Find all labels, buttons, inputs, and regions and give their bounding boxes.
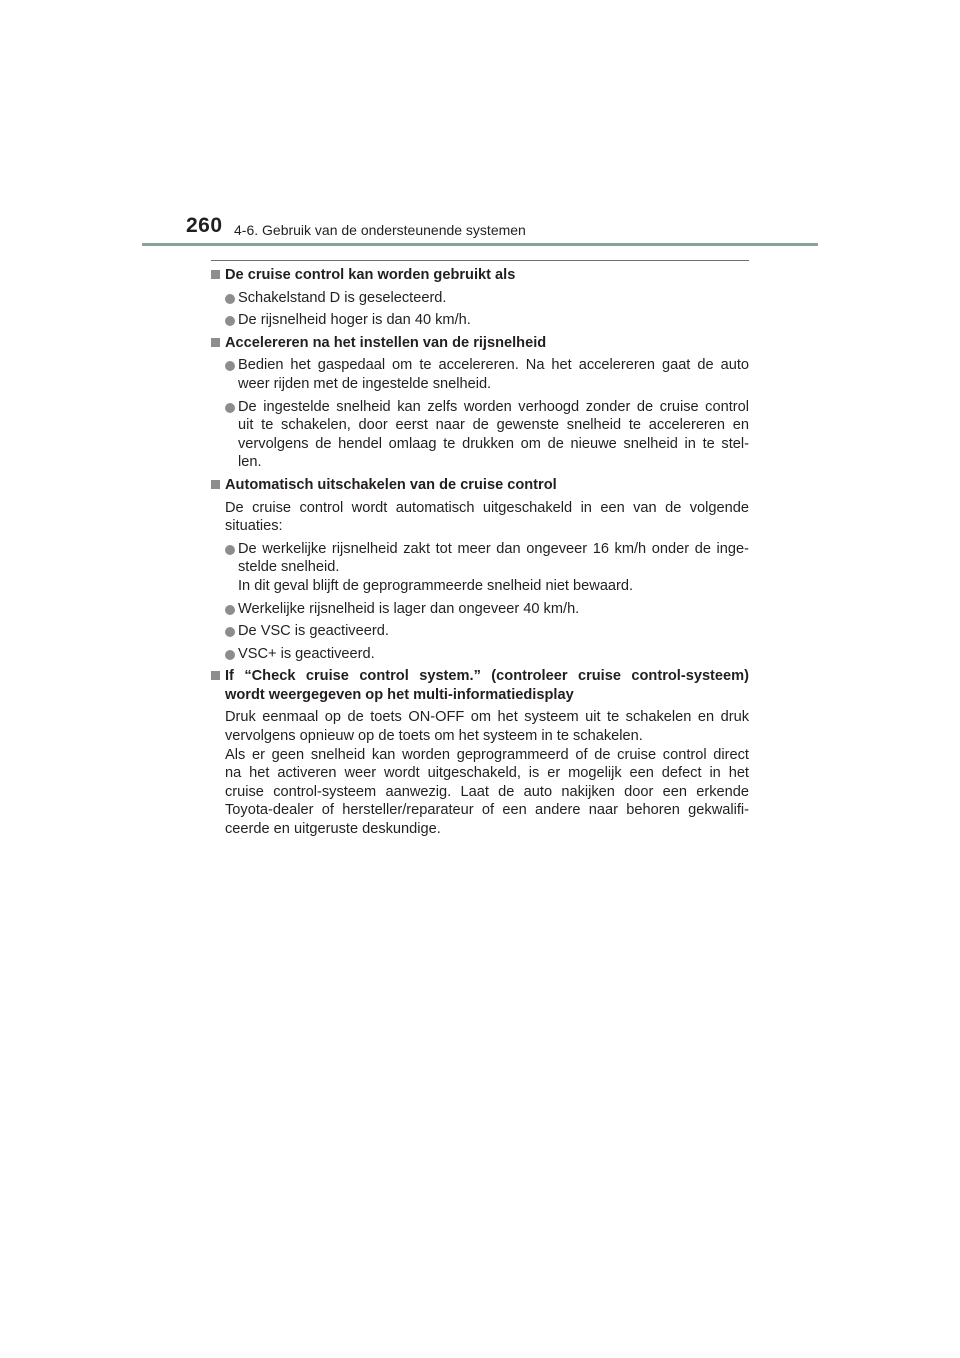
list-item-text: len. [238, 454, 262, 471]
round-bullet-icon [225, 294, 235, 304]
section-heading-text: Automatisch uitschakelen van de cruise control [225, 476, 557, 493]
list-item-text: vervolgens de hendel omlaag te drukken om de nieuwe snelheid in te stel- [238, 435, 749, 452]
list-item-text: VSC+ is geactiveerd. [238, 645, 375, 662]
section-intro [211, 499, 749, 536]
section-top-rule [211, 260, 749, 261]
list-item [211, 311, 749, 330]
list-item-text: De ingestelde snelheid kan zelfs worden verhoogd zonder de cruise control [238, 398, 749, 415]
square-bullet-icon [211, 480, 220, 489]
section-heading [211, 476, 749, 495]
header-rule [142, 243, 818, 246]
list-item-text: weer rijden met de ingestelde snelheid. [238, 375, 492, 392]
paragraph-line: na het activeren weer wordt uitgeschakeld, is er mogelijk een defect in het [225, 765, 749, 782]
list-item-text: Werkelijke rijsnelheid is lager dan ongeveer 40 km/h. [238, 600, 580, 617]
list-item [211, 289, 749, 308]
list-item-text: uit te schakelen, door eerst naar de gewenste snelheid te accelereren en [238, 417, 749, 434]
list-item [211, 645, 749, 664]
chapter-title: 4-6. Gebruik van de ondersteunende systemen [234, 222, 526, 238]
round-bullet-icon [225, 361, 235, 371]
page-number: 260 [186, 214, 223, 237]
section-heading [211, 667, 749, 704]
paragraph-line: cruise control-systeem aanwezig. Laat de auto nakijken door een erkende [225, 783, 749, 800]
section-heading-text: wordt weergegeven op het multi-informatiedisplay [225, 686, 574, 703]
list-item-text: In dit geval blijft de geprogrammeerde snelheid niet bewaard. [238, 577, 634, 594]
list-item [211, 622, 749, 641]
round-bullet-icon [225, 650, 235, 660]
section-heading-text: De cruise control kan worden gebruikt als [225, 267, 516, 283]
section-accelerate [211, 334, 749, 472]
list-item-text: De rijsnelheid hoger is dan 40 km/h. [238, 312, 471, 329]
paragraph-line: situaties: [225, 518, 283, 535]
section-heading [211, 266, 749, 285]
square-bullet-icon [211, 671, 220, 680]
section-heading-text: Accelereren na het instellen van de rijsnelheid [225, 334, 547, 351]
round-bullet-icon [225, 403, 235, 413]
list-item-text: Bedien het gaspedaal om te accelereren. Na het accelereren gaat de auto [238, 357, 749, 374]
list-item-text: stelde snelheid. [238, 559, 340, 576]
page-content [211, 266, 749, 843]
list-item [211, 398, 749, 472]
paragraph-line: Toyota-dealer of hersteller/reparateur of een andere naar behoren gekwalifi- [225, 802, 749, 819]
paragraph-line: Als er geen snelheid kan worden geprogrammeerd of de cruise control direct [225, 746, 749, 763]
round-bullet-icon [225, 545, 235, 555]
paragraph-line: ceerde en uitgeruste deskundige. [225, 821, 441, 838]
section-heading [211, 334, 749, 353]
list-item [211, 600, 749, 619]
round-bullet-icon [225, 627, 235, 637]
paragraph-line: De cruise control wordt automatisch uitgeschakeld in een van de volgende [225, 499, 749, 516]
section-check-system [211, 667, 749, 838]
list-item-text: Schakelstand D is geselecteerd. [238, 289, 447, 306]
round-bullet-icon [225, 316, 235, 326]
list-item [211, 356, 749, 393]
section-auto-cancel [211, 476, 749, 663]
square-bullet-icon [211, 270, 220, 279]
paragraph-line: vervolgens opnieuw op de toets om het systeem in te schakelen. [225, 728, 643, 745]
section-heading-text: If “Check cruise control system.” (controleer cruise control-systeem) [225, 668, 749, 685]
list-item-text: De VSC is geactiveerd. [238, 623, 389, 640]
section-body [211, 708, 749, 838]
list-item [211, 540, 749, 596]
list-item-text: De werkelijke rijsnelheid zakt tot meer dan ongeveer 16 km/h onder de inge- [238, 540, 749, 557]
round-bullet-icon [225, 605, 235, 615]
paragraph-line: Druk eenmaal op de toets ON-OFF om het systeem uit te schakelen en druk [225, 709, 749, 726]
section-cruise-usable [211, 266, 749, 330]
square-bullet-icon [211, 338, 220, 347]
